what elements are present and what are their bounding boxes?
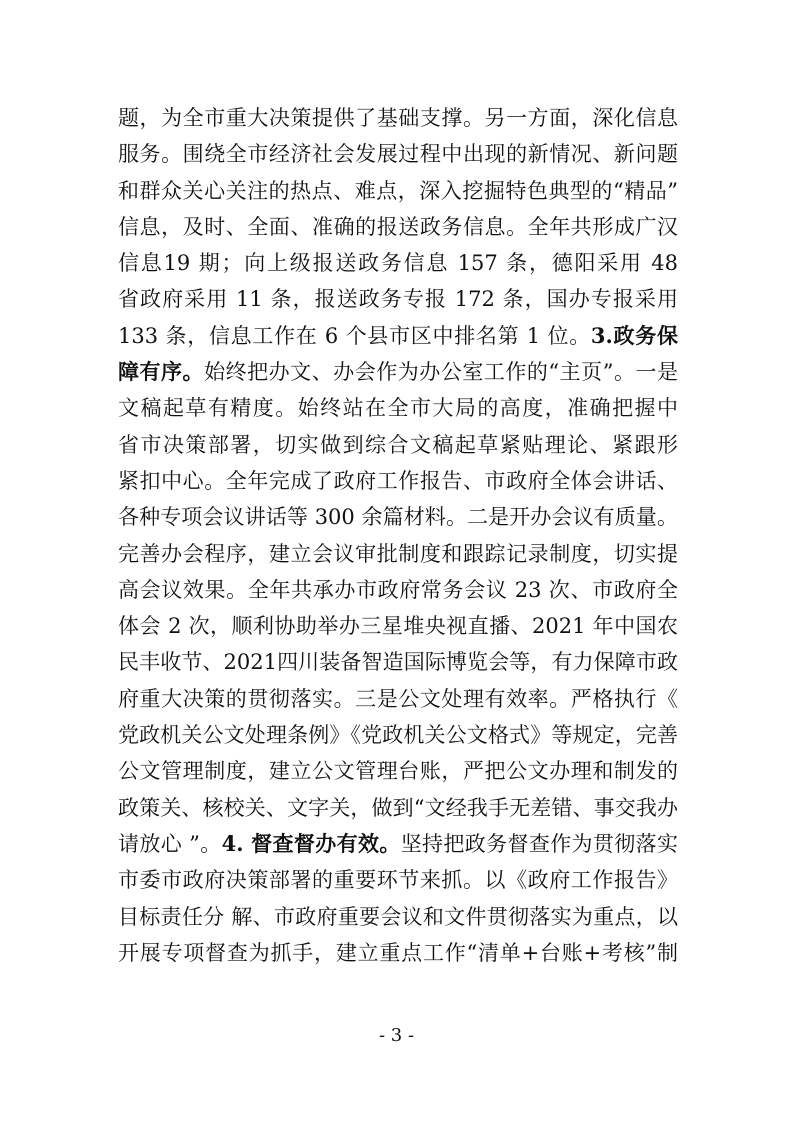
body-text-segment: 和群众关心关注的热点、难点，深入挖掘特色典型的“精品” <box>118 178 678 203</box>
body-text-segment: 民丰收节、2021四川装备智造国际博览会等，有力保障市政 <box>118 650 678 675</box>
text-line <box>118 245 678 281</box>
text-line <box>118 681 678 717</box>
body-text-segment: 坚持把政务督查作为贯彻落实 <box>400 831 678 856</box>
page-number: - 3 - <box>378 1025 415 1046</box>
text-line <box>118 826 678 862</box>
body-text-segment: 信息19 期；向上级报送政务信息 157 条，德阳采用 48 <box>118 251 678 276</box>
body-text-segment: 开展专项督查为抓手，建立重点工作“清单+台账+考核”制 <box>118 940 678 965</box>
text-line <box>118 209 678 245</box>
body-text-segment: 题，为全市重大决策提供了基础支撑。另一方面，深化信息 <box>118 106 678 130</box>
text-line <box>118 899 678 935</box>
text-line <box>118 281 678 317</box>
body-text-segment: 文稿起草有精度。始终站在全市大局的高度，准确把握中 <box>118 396 678 421</box>
text-line <box>118 717 678 753</box>
bold-heading-text: 4. 督查督办有效。 <box>221 830 401 856</box>
text-line <box>118 173 678 209</box>
body-text-segment: 体会 2 次，顺利协助举办三星堆央视直播、2021 年中国农 <box>118 614 678 639</box>
body-text-segment: 府重大决策的贯彻落实。三是公文处理有效率。严格执行《 <box>118 686 678 711</box>
text-line <box>118 318 678 354</box>
text-line <box>118 100 678 136</box>
text-line <box>118 390 678 426</box>
bold-heading-text: 3.政务保 <box>590 322 678 348</box>
body-text-segment: 请放心 ”。 <box>118 831 222 856</box>
text-line <box>118 536 678 572</box>
body-text-segment: 133 条，信息工作在 6 个县市区中排名第 1 位。 <box>118 323 591 348</box>
text-line <box>118 354 678 390</box>
text-line <box>118 790 678 826</box>
body-text-segment: 始终把办文、办会作为办公室工作的“主页”。一是 <box>204 360 678 385</box>
body-text-segment: 各种专项会议讲话等 300 余篇材料。二是开办会议有质量。 <box>118 505 678 530</box>
text-line <box>118 644 678 680</box>
body-text-segment: 服务。围绕全市经济社会发展过程中出现的新情况、新问题 <box>118 142 678 167</box>
bold-heading-text: 障有序。 <box>118 359 205 385</box>
text-line <box>118 136 678 172</box>
body-text-segment: 省市决策部署，切实做到综合文稿起草紧贴理论、紧跟形 <box>118 432 678 457</box>
text-line <box>118 499 678 535</box>
body-text-segment: 党政机关公文处理条例》《党政机关公文格式》等规定，完善 <box>118 723 678 748</box>
body-text-segment: 政策关、核校关、文字关，做到“文经我手无差错、事交我办 <box>118 795 678 820</box>
body-text <box>118 100 678 971</box>
text-line <box>118 935 678 971</box>
text-line <box>118 608 678 644</box>
body-text-segment: 省政府采用 11 条，报送政务专报 172 条，国办专报采用 <box>118 287 678 312</box>
body-text-segment: 目标责任分 解、市政府重要会议和文件贯彻落实为重点，以 <box>118 904 678 929</box>
text-line <box>118 862 678 898</box>
body-text-segment: 信息，及时、全面、准确的报送政务信息。全年共形成广汉 <box>118 214 678 239</box>
text-line <box>118 463 678 499</box>
body-text-segment: 公文管理制度，建立公文管理台账，严把公文办理和制发的 <box>118 759 678 784</box>
body-text-segment: 市委市政府决策部署的重要环节来抓。以《政府工作报告》 <box>118 868 678 893</box>
body-text-segment: 完善办会程序，建立会议审批制度和跟踪记录制度，切实提 <box>118 541 678 566</box>
text-line <box>118 753 678 789</box>
text-line <box>118 572 678 608</box>
text-line <box>118 427 678 463</box>
body-text-segment: 紧扣中心。全年完成了政府工作报告、市政府全体会讲话、 <box>118 468 678 493</box>
body-text-segment: 高会议效果。全年共承办市政府常务会议 23 次、市政府全 <box>118 577 678 602</box>
